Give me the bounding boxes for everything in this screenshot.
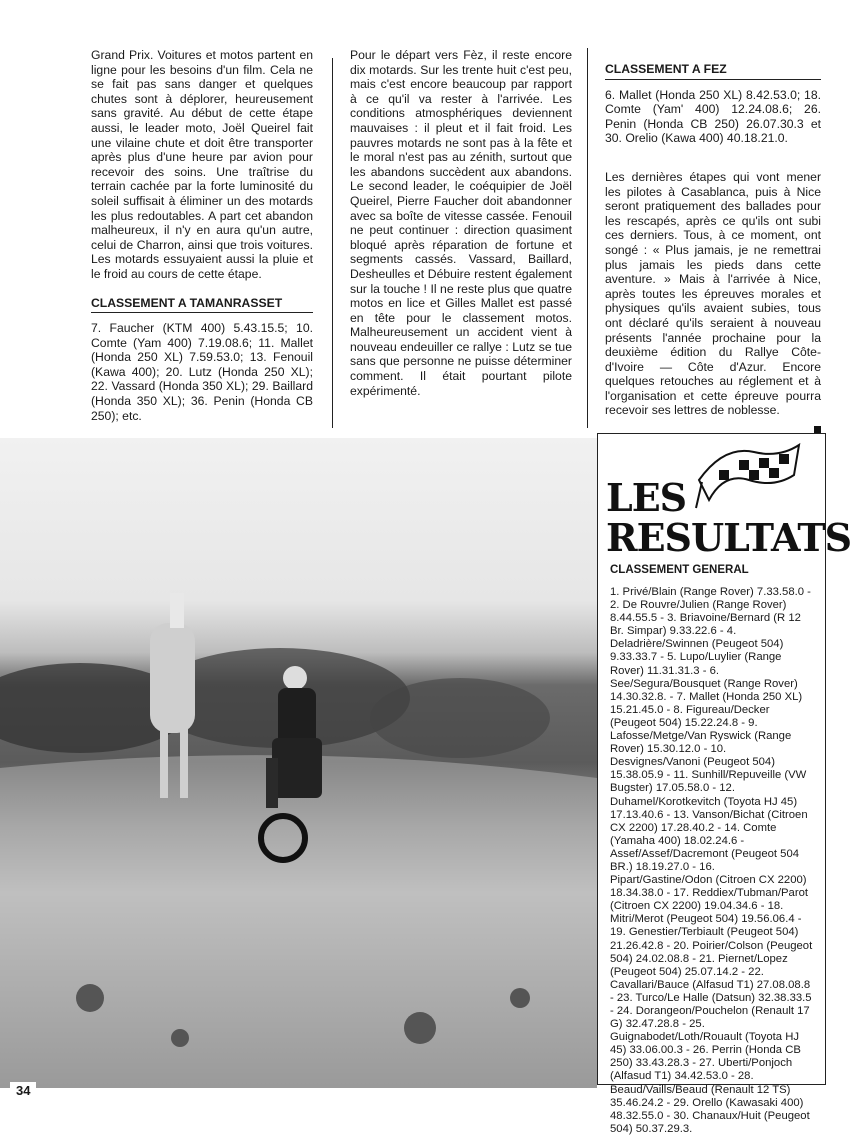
tamanrasset-heading: CLASSEMENT A TAMANRASSET	[91, 296, 313, 314]
results-title: LES RESULTATS	[606, 475, 852, 560]
column-divider	[332, 58, 333, 428]
column-3	[605, 62, 821, 437]
column-2	[350, 48, 572, 398]
col2-paragraph: Pour le départ vers Fèz, il reste encore dix motards. Sur les trente huit c'est peu, mais c'est encore beaucoup par rapport à ce qu'il va rester à l'arrivée. Les conditions atmosphériques deviennent mauvaises : il pleut et il fait froid. Les pauvres motards ne sont pas à la fête et le moral n'est pas au zénith, surtout que les abandons succèdent aux abandons. Le second leader, le coéquipier de Joël Queirel, Pierre Faucher doit abandonner avec sa boîte de vitesse cassée. Fenouil ne peut continuer : direction quasiment bloqué après réparation de fortune et segments cassés. Vassard, Baillard, Desheulles et Débuire restent également sur la touche ! Il ne reste plus que quatre motos en lice et Gilles Mallet est passé en tête pour le classement motos. Malheureusement un accident vient à nouveau endeuiller ce rallye : Lutz se tue sans que personne ne puisse déterminer comment. Il était pourtant pilote expérimenté.	[350, 48, 572, 398]
column-1	[91, 48, 313, 423]
results-list: 1. Privé/Blain (Range Rover) 7.33.58.0 - 2. De Rouvre/Julien (Range Rover) 8.44.55.5 - 3. Briavoine/Bernard (R 12 Br. Simpar) 9.33.22.6 - 4. Deladrière/Swinnen (Peugeot 504) 9.33.33.7 - 5. Lupo/Luylier (Range Rover) 11.31.31.3 - 6. See/Segura/Bousquet (Range Rover) 14.30.32.8. - 7. Mallet (Honda 250 XL) 15.21.45.0 - 8. Figureau/Decker (Peugeot 504) 15.22.24.8 - 9. Lafosse/Metge/Van Ryswick (Range Rover) 15.30.12.0 - 10. Desvignes/Vanoni (Peugeot 504) 15.38.05.9 - 11. Sunhill/Repuveille (VW Bugster) 17.05.58.0 - 12. Duhamel/Korotkevitch (Toyota HJ 45) 17.13.40.6 - 13. Vanson/Bichat (Citroen CX 2200) 17.28.40.2 - 14. Comte (Yamaha 400) 18.02.24.6 - Assef/Assef/Dacremont (Peugeot 504 BR.) 18.19.27.0 - 16. Pipart/Gastine/Odon (Citroen CX 2200) 18.34.38.0 - 17. Reddiex/Tubman/Parot (Citroen CX 2200) 19.04.34.6 - 18. Mitri/Merot (Peugeot 504) 19.56.06.4 - 19. Genestier/Terbiault (Peugeot 504) 21.26.42.8 - 20. Poirier/Colson (Peugeot 504) 24.02.08.8 - 21. Piernet/Lopez (Peugeot 504) 25.07.14.2 - 22. Cavallari/Bauce (Alfasud T1) 27.08.08.8 - 23. Turco/Le Halle (Datsun) 32.38.33.5 - 24. Dorangeon/Pouchelon (Renault 17 G) 32.47.28.8 - 25. Guignabodet/Loth/Rouault (Toyota HJ 45) 33.06.00.3 - 26. Perrin (Honda CB 250) 33.43.28.3 - 27. Uberti/Ponjoch (Alfasud T1) 34.42.53.0 - 28. Beaud/Vaills/Beaud (Renault 12 TS) 35.46.24.2 - 29. Orello (Kawasaki 400) 48.32.55.0 - 30. Chanaux/Huit (Peugeot 504) 50.37.29.3.	[610, 586, 813, 1135]
col1-paragraph: Grand Prix. Voitures et motos partent en ligne pour les besoins d'un film. Cela ne se fait pas sans danger et quelques chutes sont à déplorer, heureusement sans gravité. Au début de cette étape aussi, le leader moto, Joël Queirel fait une vilaine chute et doit être transporter après plus d'une heure par avion pour recevoir des soins. Une traîtrise du terrain cachée par la forte luminosité du soleil suffisait à éliminer un des motards les plus redoutables. A part cet abandon malheureux, il n'y en aura qu'un autre, celui de Charron, ainsi que trois voitures. Les motards essuyaient aussi la pluie et le froid au cours de cette étape.	[91, 48, 313, 281]
rally-photo	[0, 438, 597, 1088]
results-box	[597, 433, 852, 1135]
tamanrasset-ranking: 7. Faucher (KTM 400) 5.43.15.5; 10. Comte (Yam 400) 7.19.08.6; 11. Mallet (Honda 250 XL) 7.59.53.0; 13. Fenouil (Kawa 400); 20. Lutz (Honda 250 XL); 22. Vassard (Honda 350 XL); 29. Baillard (Honda 350 XL); 36. Penin (Honda CB 250); etc.	[91, 321, 313, 423]
column-divider	[587, 48, 588, 428]
results-subtitle: CLASSEMENT GENERAL	[610, 564, 749, 576]
fez-heading: CLASSEMENT A FEZ	[605, 62, 821, 80]
end-mark	[814, 426, 821, 433]
page-number: 34	[10, 1082, 36, 1099]
fez-ranking: 6. Mallet (Honda 250 XL) 8.42.53.0; 18. Comte (Yam' 400) 12.24.08.6; 26. Penin (Honda CB 250) 26.07.30.3 et 30. Orelio (Kawa 400) 40.18.21.0.	[605, 87, 821, 146]
col3-paragraph: Les dernières étapes qui vont mener les pilotes à Casablanca, puis à Nice seront pratiquement des ballades pour les rescapés, après ce qu'ils ont subi ces derniers. Tous, à ce moment, ont songé : « Plus jamais, je ne remettrai plus jamais les pieds dans cette aventure. » Mais à l'arrivée à Nice, après toutes les épreuves morales et physiques qu'ils avaient subies, tous ont déclaré qu'ils seraient à nouveau présents l'année prochaine pour la deuxième édition du Rallye Côte-d'Ivoire — Côte d'Azur. Encore quelques retouches au réglement et à l'organisation et cette épreuve pourra recevoir ses lettres de noblesse.	[605, 169, 821, 418]
